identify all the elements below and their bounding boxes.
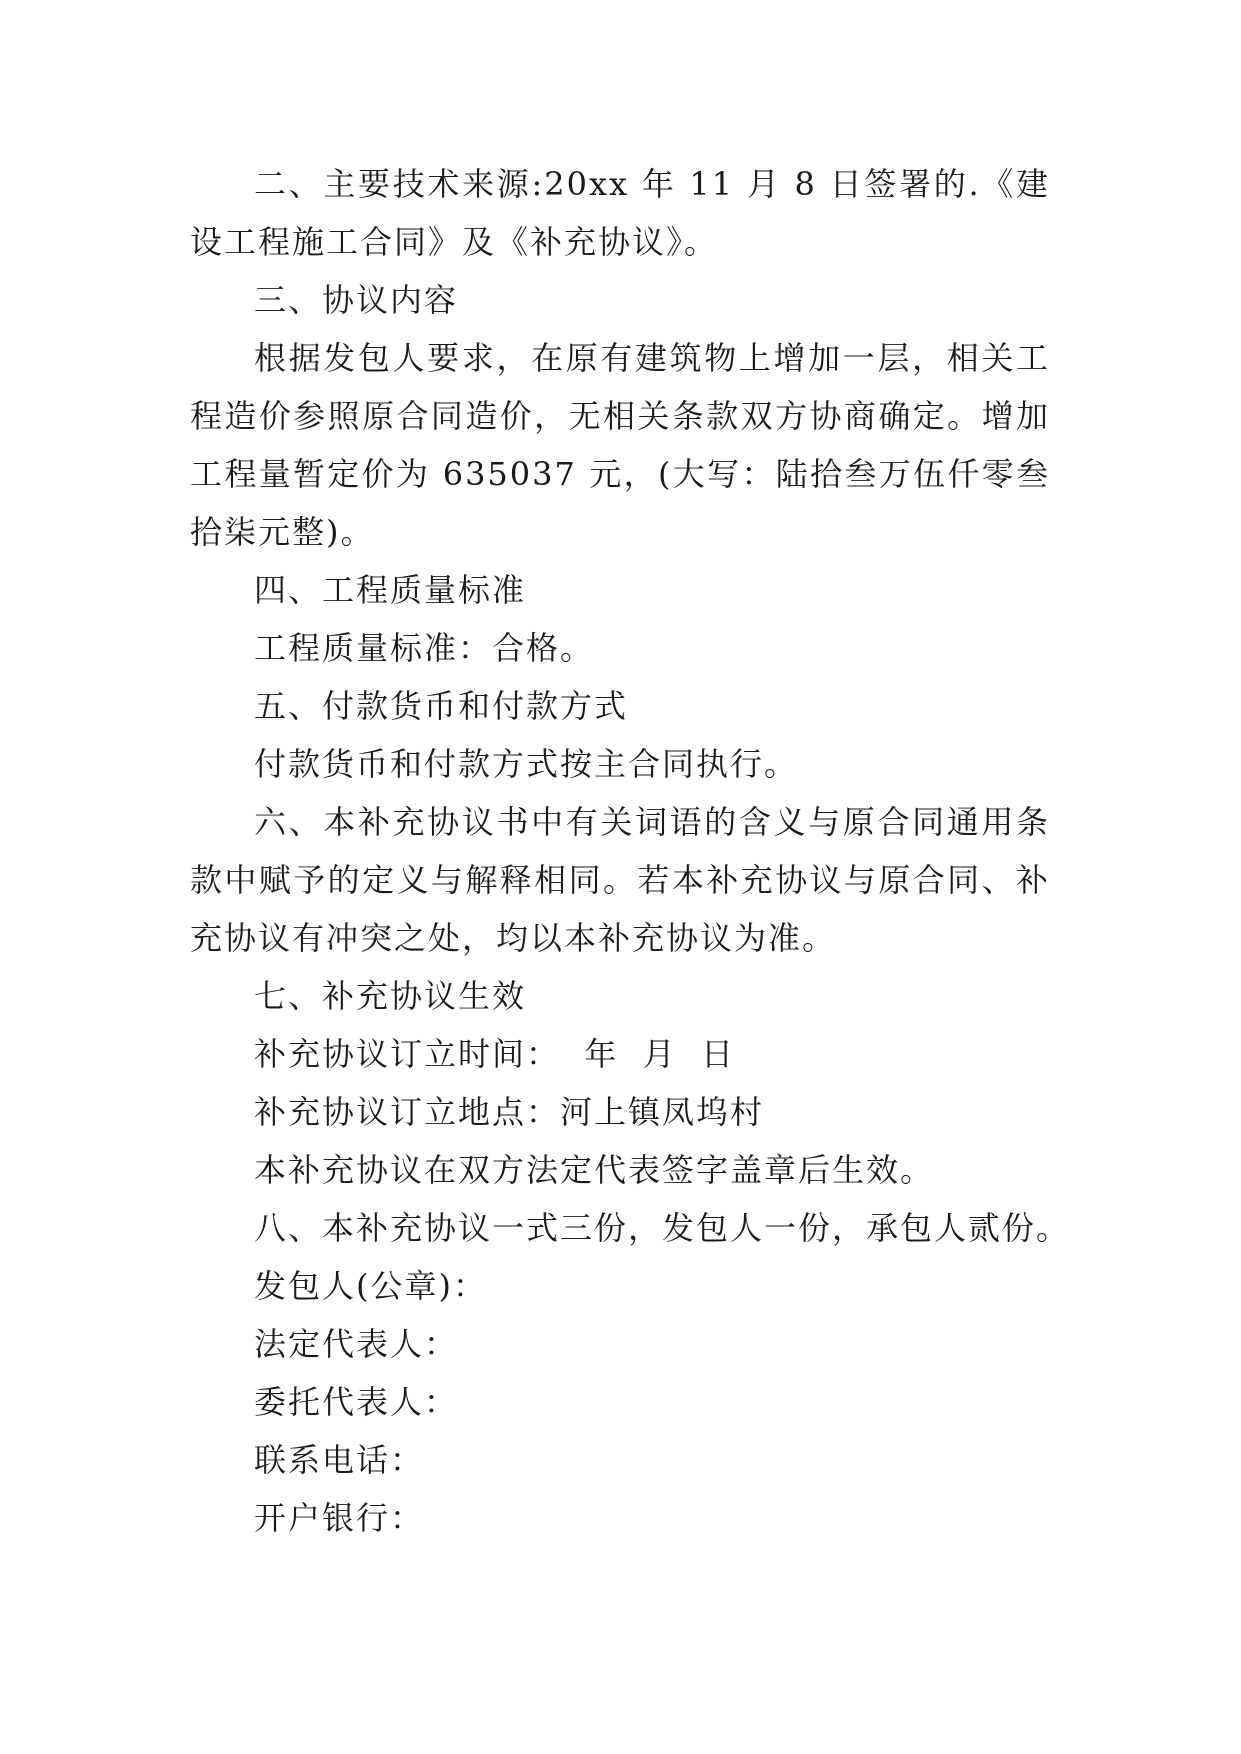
authorized-representative-field: 委托代表人： (254, 1383, 459, 1421)
document-body (190, 155, 1071, 1547)
section-3-body: 根据发包人要求，在原有建筑物上增加一层，相关工程造价参照原合同造价，无相关条款双方协商确定。增加工程量暂定价为 635037 元，(大写：陆拾叁万伍仟零叁拾柒元整)。 (190, 339, 1050, 551)
employer-seal-field: 发包人(公章)： (254, 1267, 487, 1305)
section-4-heading: 四、工程质量标准 (254, 571, 527, 609)
section-6-body: 六、本补充协议书中有关词语的含义与原合同通用条款中赋予的定义与解释相同。若本补充协议与原合同、补充协议有冲突之处，均以本补充协议为准。 (190, 803, 1050, 957)
section-8-copies: 八、本补充协议一式三份，发包人一份，承包人贰份。 (254, 1209, 1071, 1247)
section-4-body: 工程质量标准：合格。 (254, 629, 595, 667)
agreement-place-line: 补充协议订立地点：河上镇凤坞村 (254, 1093, 765, 1131)
bank-field: 开户银行： (254, 1499, 425, 1537)
effective-clause: 本补充协议在双方法定代表签字盖章后生效。 (254, 1151, 935, 1189)
contact-phone-field: 联系电话： (254, 1441, 425, 1479)
section-2-technical-source: 二、主要技术来源:20xx 年 11 月 8 日签署的.《建设工程施工合同》及《补充协议》。 (190, 165, 1050, 261)
agreement-date-line: 补充协议订立时间： 年 月 日 (254, 1035, 736, 1073)
section-5-body: 付款货币和付款方式按主合同执行。 (254, 745, 799, 783)
legal-representative-field: 法定代表人： (254, 1325, 459, 1363)
section-3-heading: 三、协议内容 (254, 281, 459, 319)
section-5-heading: 五、付款货币和付款方式 (254, 687, 629, 725)
section-7-heading: 七、补充协议生效 (254, 977, 527, 1015)
